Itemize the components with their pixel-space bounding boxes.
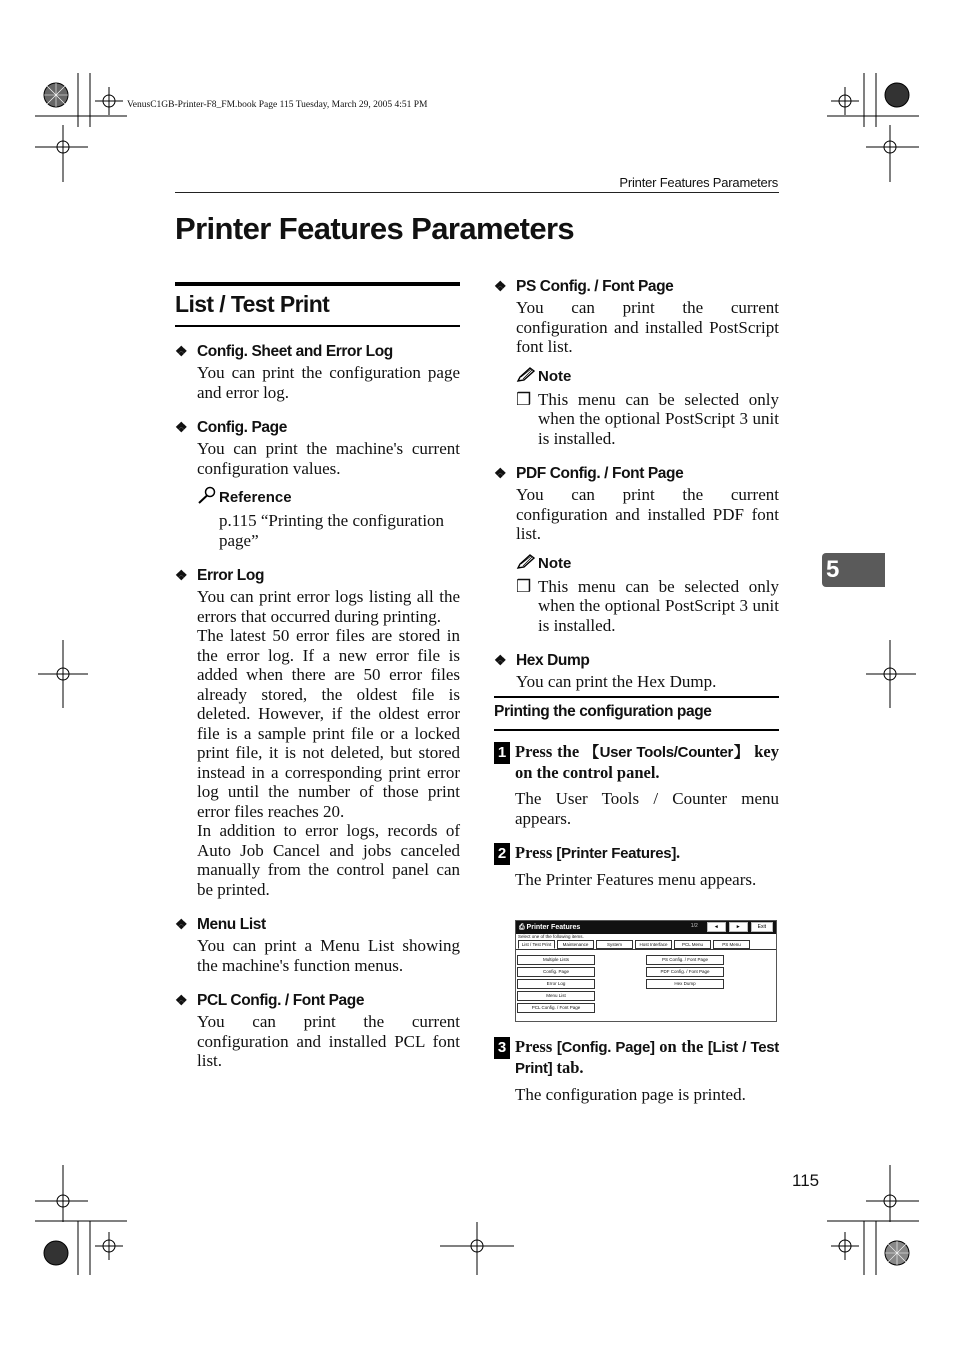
step-2 — [494, 843, 779, 890]
screen-tabs — [516, 940, 776, 949]
checkbox-bullet-icon: ❒ — [516, 389, 532, 409]
pdf-config-button[interactable]: PDF Config. / Font Page — [646, 967, 724, 977]
prev-button[interactable]: ◄ — [707, 922, 726, 932]
page-number: 115 — [792, 1171, 820, 1190]
diamond-bullet-icon: ❖ — [175, 343, 188, 359]
pcl-config-button[interactable]: PCL Config. / Font Page — [517, 1003, 595, 1013]
screen-title: Printer Features — [526, 924, 581, 931]
diamond-bullet-icon: ❖ — [175, 419, 188, 435]
ps-config-button[interactable]: PS Config. / Font Page — [646, 955, 724, 965]
chapter-tab: 5 — [822, 553, 885, 587]
left-column — [175, 340, 460, 1085]
item-heading: PS Config. / Font Page — [516, 278, 674, 295]
item-body: You can print the current configuration and installed PCL font list. — [197, 1012, 460, 1070]
item-body: You can print a Menu List showing the machine's function menus. — [197, 936, 460, 975]
item-hex-dump — [494, 649, 779, 692]
book-file-line: VenusC1GB-Printer-F8_FM.book Page 115 Tuesday, March 29, 2005 4:51 PM — [127, 100, 428, 110]
note-label: Note — [538, 367, 572, 385]
step-result: The User Tools / Counter menu appears. — [515, 789, 779, 828]
tab-ps-menu[interactable]: PS Menu — [713, 940, 750, 949]
item-body: You can print the current configuration and installed PostScript font list. — [516, 298, 779, 356]
step-number: 3 — [494, 1037, 510, 1059]
config-page-button[interactable]: Config. Page — [517, 967, 595, 977]
step-number: 2 — [494, 843, 510, 865]
tab-maintenance[interactable]: Maintenance — [557, 940, 594, 949]
item-body: You can print the machine's current configuration values. — [197, 439, 460, 478]
item-body: You can print the current configuration and installed PDF font list. — [516, 485, 779, 543]
screen-title-bar — [516, 921, 776, 934]
note-block — [516, 554, 779, 636]
reference-magnifier-icon — [197, 486, 217, 504]
item-body: You can print the configuration page and error log. — [197, 363, 460, 402]
right-column — [494, 275, 779, 706]
checkbox-bullet-icon: ❒ — [516, 576, 532, 596]
item-error-log — [175, 564, 460, 899]
step-result: The configuration page is printed. — [515, 1085, 746, 1104]
next-button[interactable]: ► — [729, 922, 748, 932]
step-instruction: Press [Config. Page] on the [List / Test Print] tab. — [515, 1037, 780, 1077]
item-body: You can print the Hex Dump. — [516, 672, 717, 691]
item-heading: Menu List — [197, 916, 266, 933]
header-rule — [175, 192, 779, 193]
item-pcl-config — [175, 989, 460, 1071]
note-text: This menu can be selected only when the optional PostScript 3 unit is installed. — [538, 576, 779, 635]
multiple-lists-button[interactable]: Multiple Lists — [517, 955, 595, 965]
error-log-button[interactable]: Error Log — [517, 979, 595, 989]
tab-list-test-print[interactable]: List / Test Print — [518, 940, 555, 949]
diamond-bullet-icon: ❖ — [494, 465, 507, 481]
procedure-rule-bottom — [494, 729, 779, 731]
page-indicator: 1/2 — [690, 923, 698, 929]
item-body: You can print error logs listing all the errors that occurred during printing. — [197, 587, 460, 626]
tab-pcl-menu[interactable]: PCL Menu — [674, 940, 711, 949]
diamond-bullet-icon: ❖ — [175, 992, 188, 1008]
key-name: [Printer Features] — [556, 845, 677, 862]
running-head: Printer Features Parameters — [619, 175, 778, 190]
item-config-sheet — [175, 340, 460, 402]
section-rule-bottom — [175, 325, 460, 327]
printer-icon: ⎙ — [519, 924, 527, 931]
item-heading: PDF Config. / Font Page — [516, 465, 684, 482]
note-pencil-icon — [516, 554, 536, 570]
item-heading: Error Log — [197, 567, 265, 584]
page-title: Printer Features Parameters — [175, 211, 575, 246]
note-pencil-icon — [516, 367, 536, 383]
reference-label: Reference — [219, 489, 292, 506]
reference-block — [197, 486, 460, 550]
item-heading: PCL Config. / Font Page — [197, 992, 365, 1009]
diamond-bullet-icon: ❖ — [175, 567, 188, 583]
section-rule-top — [175, 282, 460, 286]
exit-button[interactable]: Exit — [751, 922, 773, 932]
step-result: The Printer Features menu appears. — [515, 870, 757, 889]
diamond-bullet-icon: ❖ — [175, 916, 188, 932]
step-3 — [494, 1037, 779, 1105]
section-title: List / Test Print — [175, 291, 330, 317]
key-name: 【User Tools/Counter】 — [584, 744, 750, 761]
item-config-page — [175, 416, 460, 550]
item-body-2: The latest 50 error files are stored in the error log. If a new error file is added when there are 50 error files already stored, the oldest file is deleted. However, if the oldest error file is a sample print file or a locked print file, it is not deleted, but stored instead in a corresponding print error log until the number of those print error files reaches 20. — [197, 626, 460, 821]
menu-list-button[interactable]: Menu List — [517, 991, 595, 1001]
item-heading: Hex Dump — [516, 652, 590, 669]
key-name: [List / Test Print] — [515, 1039, 780, 1077]
key-name: [Config. Page] — [556, 1039, 655, 1056]
step-1 — [494, 742, 779, 829]
hex-dump-button[interactable]: Hex Dump — [646, 979, 724, 989]
item-ps-config — [494, 275, 779, 448]
reference-link[interactable]: p.115 “Printing the configuration page” — [219, 511, 445, 550]
printer-features-screen — [515, 920, 777, 1022]
tab-system[interactable]: System — [596, 940, 633, 949]
tab-host-interface[interactable]: Host Interface — [635, 940, 672, 949]
note-block — [516, 367, 779, 449]
item-heading: Config. Page — [197, 419, 287, 436]
diamond-bullet-icon: ❖ — [494, 278, 507, 294]
step-number: 1 — [494, 742, 510, 764]
note-label: Note — [538, 554, 572, 572]
screen-instruction: Select one of the following items. — [518, 934, 584, 939]
item-body-3: In addition to error logs, records of Auto Job Cancel and jobs canceled manually from the control panel can be printed. — [197, 821, 460, 899]
item-menu-list — [175, 913, 460, 975]
procedure-rule-top — [494, 696, 779, 698]
item-heading: Config. Sheet and Error Log — [197, 343, 393, 360]
item-pdf-config — [494, 462, 779, 635]
step-instruction: Press the 【User Tools/Counter】 key on the control panel. — [515, 742, 780, 782]
note-text: This menu can be selected only when the optional PostScript 3 unit is installed. — [538, 389, 779, 448]
diamond-bullet-icon: ❖ — [494, 652, 507, 668]
procedure-title: Printing the configuration page — [494, 703, 712, 720]
step-instruction: Press [Printer Features]. — [515, 843, 681, 862]
